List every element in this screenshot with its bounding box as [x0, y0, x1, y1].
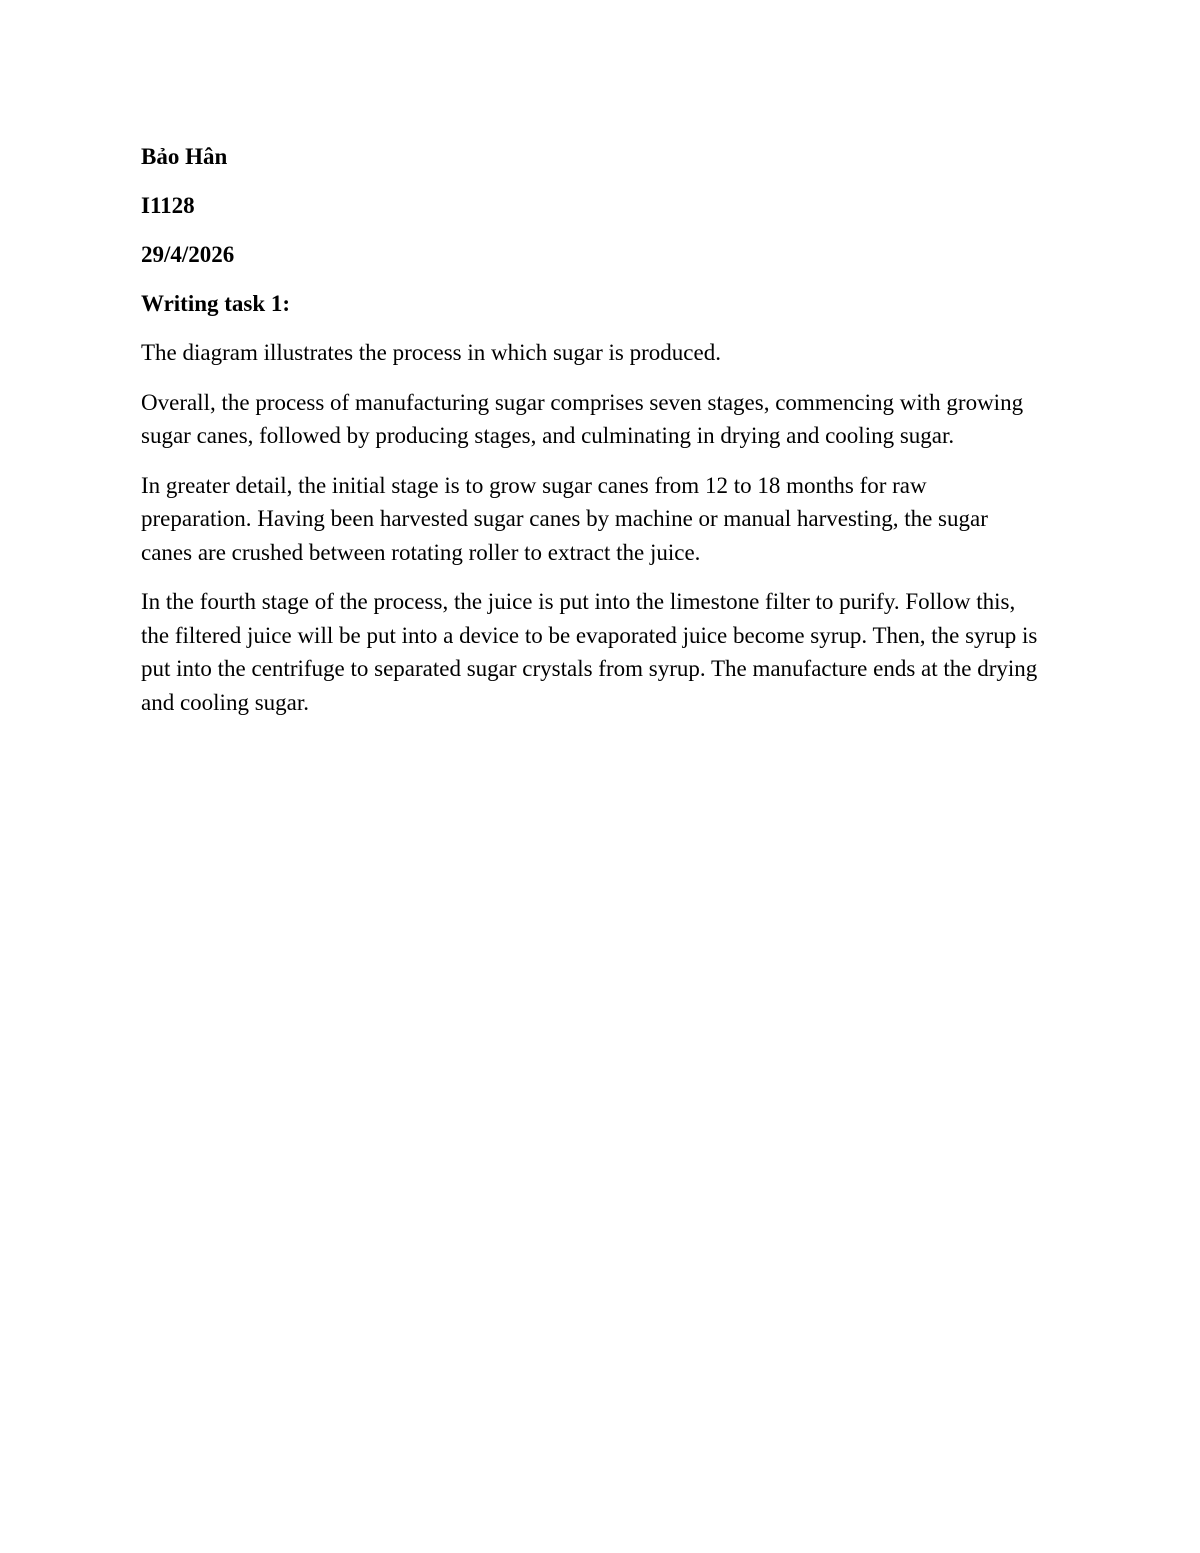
document-body	[141, 140, 1041, 735]
author-name: Bảo Hân	[141, 144, 228, 169]
paragraph-overview: Overall, the process of manufacturing sugar comprises seven stages, commencing with growing sugar canes, followed by producing stages, and culminating in drying and cooling sugar.	[141, 389, 1024, 448]
task-title: Writing task 1:	[141, 291, 291, 316]
paragraph-detail-2: In the fourth stage of the process, the juice is put into the limestone filter to purify. Follow this, the filtered juice will be put into a device to be evaporated juice become syrup. Then, the syrup is put into the centrifuge to separated sugar crystals from syrup. The manufacture ends at the drying and cooling sugar.	[141, 589, 1038, 715]
paragraph-detail-1: In greater detail, the initial stage is to grow sugar canes from 12 to 18 months for raw preparation. Having been harvested sugar canes by machine or manual harvesting, the sugar canes are crushed between rotating roller to extract the juice.	[141, 472, 988, 565]
paragraph-introduction: The diagram illustrates the process in which sugar is produced.	[141, 340, 721, 365]
document-date: 29/4/2026	[141, 242, 235, 267]
student-id: I1128	[141, 193, 195, 218]
